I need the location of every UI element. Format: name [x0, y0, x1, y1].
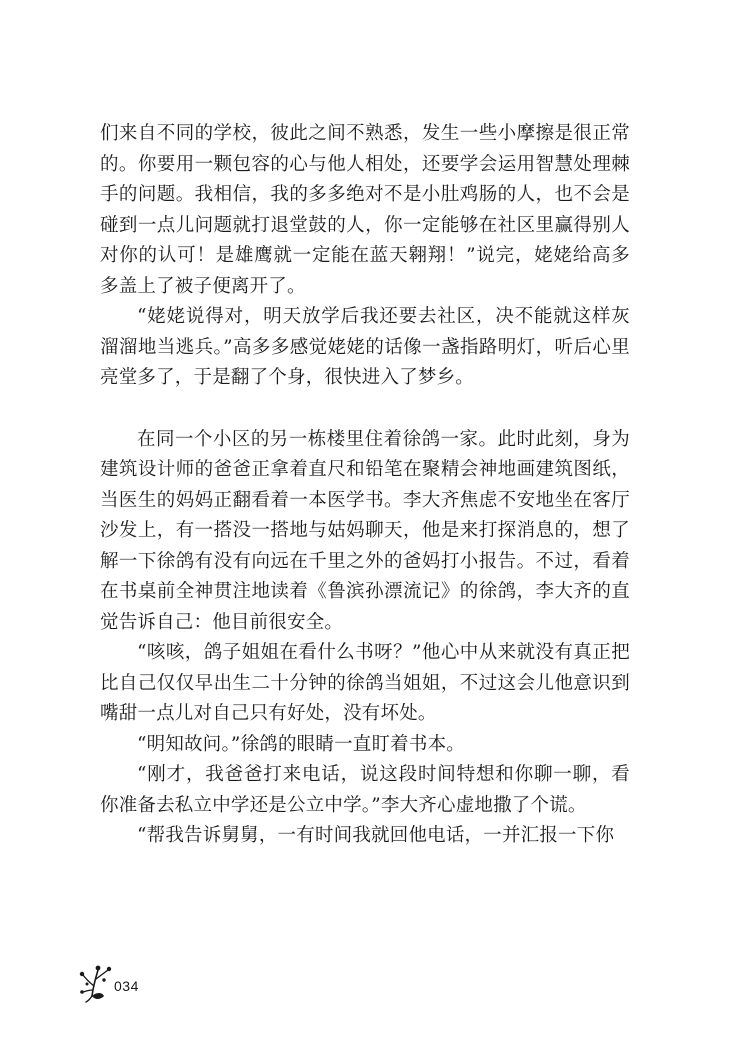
page-footer: [78, 960, 218, 1004]
paragraph: 在同一个小区的另一栋楼里住着徐鸽一家。此时此刻，身为建筑设计师的爸爸正拿着直尺和铅笔在聚精会神地画建筑图纸，当医生的妈妈正翻看着一本医学书。李大齐焦虑不安地坐在客厅沙发上，有一搭没一搭地与姑妈聊天，他是来打探消息的，想了解一下徐鸽有没有向远在千里之外的爸妈打小报告。不过，看着在书桌前全神贯注地读着《鲁滨孙漂流记》的徐鸽，李大齐的直觉告诉自己：他目前很安全。: [100, 428, 630, 633]
paragraph: “明知故问。”徐鸽的眼睛一直盯着书本。: [137, 733, 465, 755]
section-break: [100, 394, 630, 425]
page-number: 034: [114, 978, 139, 994]
paragraph: “帮我告诉舅舅，一有时间我就回他电话，一并汇报一下你: [137, 825, 615, 846]
paragraph: “姥姥说得对，明天放学后我还要去社区，决不能就这样灰溜溜地当逃兵。”高多多感觉姥姥的话像一盏指路明灯，听后心里亮堂多了，于是翻了个身，很快进入了梦乡。: [100, 306, 630, 388]
paragraph: “刚才，我爸爸打来电话，说这段时间特想和你聊一聊，看你准备去私立中学还是公立中学。”李大齐心虚地撒了个谎。: [100, 764, 630, 816]
sprig-leaf-icon: [78, 960, 114, 1004]
paragraph: “咳咳，鸽子姐姐在看什么书呀？”他心中从来就没有真正把比自己仅仅早出生二十分钟的徐鸽当姐姐，不过这会儿他意识到嘴甜一点儿对自己只有好处，没有坏处。: [100, 642, 630, 724]
body-text: [100, 119, 630, 852]
paragraph: 们来自不同的学校，彼此之间不熟悉，发生一些小摩擦是很正常的。你要用一颗包容的心与他人相处，还要学会运用智慧处理棘手的问题。我相信，我的多多绝对不是小肚鸡肠的人，也不会是碰到一点儿问题就打退堂鼓的人，你一定能够在社区里赢得别人对你的认可！是雄鹰就一定能在蓝天翱翔！”说完，姥姥给高多多盖上了被子便离开了。: [100, 123, 630, 297]
